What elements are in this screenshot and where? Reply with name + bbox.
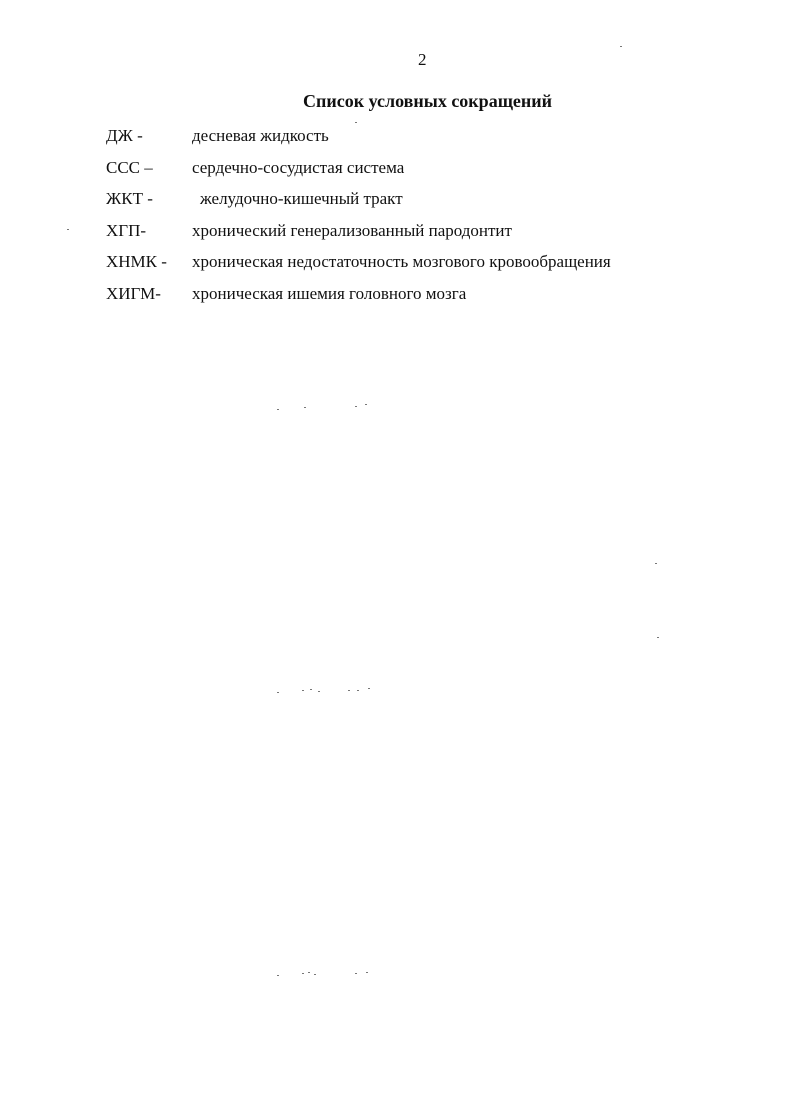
scan-speck <box>365 404 367 405</box>
scan-speck <box>302 690 304 691</box>
abbreviation-term: ХИГМ- <box>106 283 161 303</box>
scan-speck <box>657 637 659 638</box>
scan-speck <box>304 407 306 408</box>
page-number: 2 <box>418 50 427 69</box>
abbreviation-row <box>106 283 611 315</box>
scan-speck <box>310 689 312 690</box>
scan-speck <box>355 973 357 974</box>
abbreviation-definition: хроническая ишемия головного мозга <box>192 283 467 303</box>
scan-speck <box>366 972 368 973</box>
scan-speck <box>355 406 357 407</box>
abbreviation-definition: хронический генерализованный пародонтит <box>192 220 512 240</box>
scan-speck <box>368 688 370 689</box>
abbreviation-term: ССС – <box>106 157 153 177</box>
abbreviation-row <box>106 157 611 189</box>
abbreviation-term: ХНМК - <box>106 252 167 271</box>
abbreviation-definition: желудочно-кишечный тракт <box>200 189 403 208</box>
abbreviation-row <box>106 188 611 220</box>
scan-speck <box>277 409 279 410</box>
scan-speck <box>308 972 310 973</box>
abbreviation-row <box>106 251 611 283</box>
scan-speck <box>67 229 69 230</box>
page-title: Список условных сокращений <box>302 91 552 111</box>
scan-speck <box>302 973 304 974</box>
abbreviation-definition: хроническая недостаточность мозгового кровообращения <box>192 252 611 271</box>
scan-speck <box>348 690 350 691</box>
abbreviation-term: ЖКТ - <box>106 189 153 208</box>
abbreviation-row <box>106 125 611 157</box>
scan-speck <box>277 692 279 693</box>
abbreviation-definition: сердечно-сосудистая система <box>192 157 405 177</box>
scan-speck <box>277 975 279 976</box>
scan-speck <box>355 122 357 123</box>
abbreviation-definition: десневая жидкость <box>192 126 329 145</box>
abbreviation-term: ХГП- <box>106 220 147 240</box>
scan-speck <box>314 974 316 975</box>
abbreviation-row <box>106 220 611 252</box>
abbreviation-list <box>106 125 611 314</box>
scan-speck <box>655 563 657 564</box>
abbreviation-term: ДЖ - <box>106 126 143 145</box>
scan-speck <box>620 46 622 47</box>
scan-speck <box>357 690 359 691</box>
scan-speck <box>318 691 320 692</box>
